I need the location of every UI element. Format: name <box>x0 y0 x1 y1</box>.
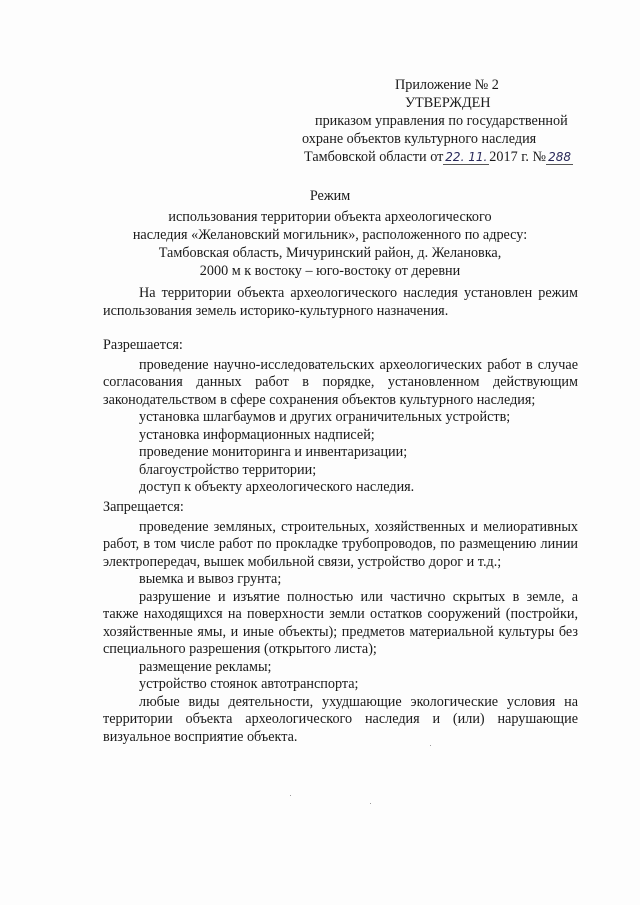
title-line: Тамбовская область, Мичуринский район, д. Желановка, <box>158 245 502 261</box>
handwritten-number: 288 <box>548 150 571 164</box>
document-title <box>110 187 550 280</box>
forbidden-item: выемка и вывоз грунта; <box>139 571 282 587</box>
approval-stamp-block <box>300 76 600 166</box>
title-line: наследия «Желановский могильник», расположенного по адресу: <box>132 227 528 243</box>
handwritten-date: 22. 11. <box>445 150 488 164</box>
approved-label: УТВЕРЖДЕН <box>405 95 491 111</box>
title-line: 2000 м к востоку – юго-востоку от деревни <box>199 263 461 279</box>
order-date-line <box>300 148 600 166</box>
allowed-heading: Разрешается: <box>103 337 183 353</box>
forbidden-item: любые виды деятельности, ухудшающие экологические условия на территории объекта археологического наследия и (или) нарушающие визуальное восприятие объекта. <box>103 693 578 745</box>
order-year: 2017 г. № <box>489 149 547 165</box>
intro-section <box>103 285 578 320</box>
authority-line: охране объектов культурного наследия <box>302 131 537 147</box>
intro-paragraph: На территории объекта археологического наследия установлен режим использования земель историко-культурного назначения. <box>103 285 578 319</box>
scan-speck <box>370 803 371 804</box>
allowed-item: благоустройство территории; <box>139 461 317 478</box>
scan-speck <box>290 795 291 796</box>
allowed-item: проведение мониторинга и инвентаризации; <box>139 444 408 460</box>
allowed-item: установка информационных надписей; <box>139 426 375 443</box>
forbidden-section <box>103 499 578 746</box>
forbidden-item: проведение земляных, строительных, хозяйственных и мелиоративных работ, в том числе работ по прокладке трубопроводов, по размещению линии электропередач, вышек мобильной связи, устройство дорог и т.д.; <box>103 518 578 570</box>
allowed-item: проведение научно-исследовательских археологических работ в случае согласования данных работ в порядке, установленном действующим законодательством в сфере сохранения объектов культурного наследия; <box>103 356 578 408</box>
allowed-section <box>103 337 578 497</box>
title-heading: Режим <box>309 188 351 204</box>
allowed-item: доступ к объекту археологического наследия. <box>139 479 415 495</box>
order-line: приказом управления по государственной <box>315 113 568 129</box>
forbidden-item: разрушение и изъятие полностью или частично скрытых в земле, а также находящихся на поверхности земли остатков сооружений (постройки, хозяйственные ямы, и иные объекты); предметов материальной культуры без специального разрешения (открытого листа); <box>103 588 578 657</box>
appendix-number: Приложение № 2 <box>395 77 499 93</box>
allowed-item: установка шлагбаумов и других ограничительных устройств; <box>139 409 511 425</box>
forbidden-item: размещение рекламы; <box>139 658 272 675</box>
scan-speck <box>430 745 431 746</box>
title-line: использования территории объекта археологического <box>168 209 492 225</box>
forbidden-heading: Запрещается: <box>103 499 184 515</box>
forbidden-item: устройство стоянок автотранспорта; <box>139 676 359 692</box>
region-prefix: Тамбовской области от <box>304 149 444 165</box>
